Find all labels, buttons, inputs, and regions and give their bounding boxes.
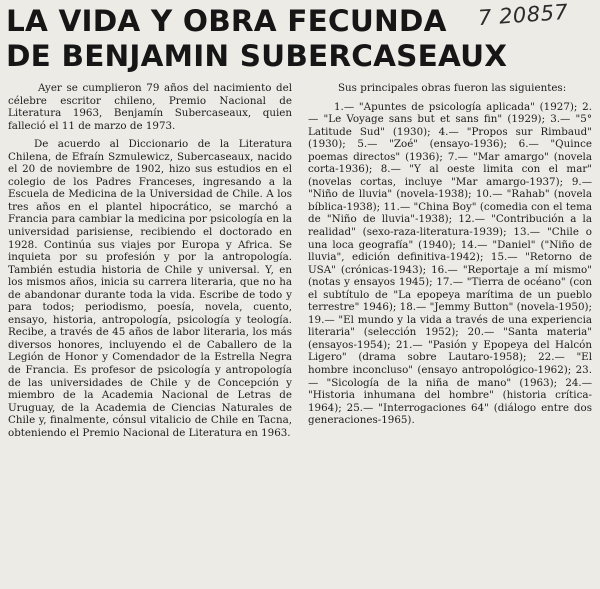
handwritten-reference-number: 7 20857: [477, 0, 570, 31]
left-column: [8, 82, 292, 439]
paragraph-biography: De acuerdo al Diccionario de la Literatura Chilena, de Efraín Szmulewicz, Subercaseaux, nacido el 20 de noviembre de 1902, hizo sus estudios en el colegio de los Padres Franceses, ingresando a la Escuela de Medicina de la Universidad de Chile. A los tres años en el plantel hipocrático, se marchó a Francia para cambiar la medicina por psicología en la universidad parisiense, recibiendo el doctorado en 1928. Continúa sus viajes por Europa y Africa. Se inquieta por su profesión y por la antropología. También estudia historia de Chile y universal. Y, en los mismos años, inicia su carrera literaria, que no ha de abandonar durante toda la vida. Escribe de todo y para todos; periodismo, poesía, novela, cuento, ensayo, historia, antropología, psicología y teología. Recibe, a través de 45 años de labor literaria, los más diversos honores, incluyendo el de Caballero de la Legión de Honor y Comendador de la Estrella Negra de Francia. Es profesor de psicología y antropología de las universidades de Chile y de Concepción y miembro de la Academia Nacional de Letras de Uruguay, de la Academia de Ciencias Naturales de Chile y, finalmente, cónsul vitalicio de Chile en Tacna, obteniendo el Premio Nacional de Literatura en 1963.: [8, 138, 292, 439]
headline-line-1: LA VIDA Y OBRA FECUNDA: [6, 4, 447, 38]
works-intro: Sus principales obras fueron las siguientes:: [338, 82, 567, 94]
works-list: 1.— "Apuntes de psicología aplicada" (1927); 2.— "Le Voyage sans but et sans fin" (1929); 3.— "5° Latitude Sud" (1930); 4.— "Propos sur Rimbaud" (1930); 5.— "Zoé" (ensayo-1936); 6.— "Quince poemas directos" (1936); 7.— "Mar amargo" (novela corta-1936); 8.— "Y al oeste limita con el mar" (novelas cortas, incluye "Mar amargo-1937); 9.— "Niño de lluvia" (novela-1938); 10.— "Rahab" (novela bíblica-1938); 11.— "China Boy" (comedia con el tema de "Niño de lluvia"-1938); 12.— "Contribución a la realidad" (sexo-raza-literatura-1939); 13.— "Chile o una loca geografía" (1940); 14.— "Daniel" ("Niño de lluvia", edición definitiva-1942); 15.— "Retorno de USA" (crónicas-1943); 16.— "Reportaje a mí mismo" (notas y ensayos 1945); 17.— "Tierra de océano" (con el subtítulo de "La epopeya marítima de un pueblo terrestre" 1946); 18.— "Jemmy Button" (novela-1950); 19.— "El mundo y la vida a través de una experiencia literaria" (selección 1952); 20.— "Santa materia" (ensayos-1954); 21.— "Pasión y Epopeya del Halcón Ligero" (drama sobre Lautaro-1958); 22.— "El hombre inconcluso" (ensayo antropológico-1962); 23.— "Sicología de la niña de mano" (1963); 24.— "Historia inhumana del hombre" (historia crítica-1964); 25.— "Interrogaciones 64" (diálogo entre dos generaciones-1965).: [308, 100, 592, 427]
paragraph-intro: Ayer se cumplieron 79 años del nacimiento del célebre escritor chileno, Premio Nacional de Literatura 1963, Benjamín Subercaseaux, quien falleció el 11 de marzo de 1973.: [8, 82, 292, 132]
headline-line-2: DE BENJAMIN SUBERCASEAUX: [6, 39, 508, 73]
right-column: [308, 82, 592, 427]
